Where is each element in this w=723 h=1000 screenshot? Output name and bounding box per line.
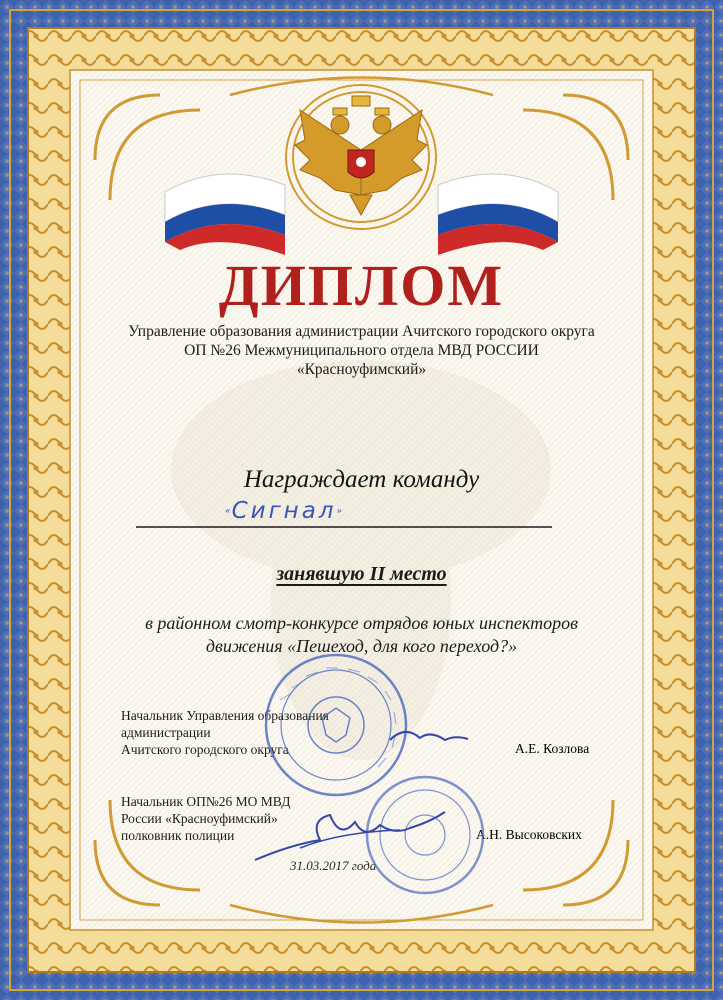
signatory-1-title [121, 707, 329, 758]
signatory-2-name: А.Н. Высоковских [476, 827, 582, 842]
signatory-1-line-2: администрации [121, 725, 211, 740]
team-name-handwritten [225, 498, 435, 524]
issue-date: 31.03.2017 года [290, 858, 377, 873]
issuer-line-2: ОП №26 Межмуниципального отдела МВД РОССИИ [184, 342, 539, 359]
signatory-1-name: А.Е. Козлова [515, 741, 590, 756]
diploma-title: ДИПЛОМ [218, 253, 505, 318]
team-suffix: » [336, 506, 344, 517]
signatory-1-line-3: Ачитского городского округа [121, 742, 289, 757]
signatory-1-line-1: Начальник Управления образования [121, 708, 329, 723]
award-place: занявшую II место [276, 563, 447, 585]
issuer-block [0, 322, 723, 379]
award-heading: Награждает команду [243, 466, 480, 493]
issuer-line-1: Управление образования администрации Ачитского городского округа [128, 323, 595, 340]
signatory-2-line-1: Начальник ОП№26 МО МВД [121, 794, 291, 809]
issuer-line-3: «Красноуфимский» [296, 361, 427, 378]
contest-description [0, 612, 723, 658]
team-name: Сигнал [231, 498, 337, 524]
team-prefix: « [225, 506, 232, 517]
signatory-2-line-2: России «Красноуфимский» [121, 811, 278, 826]
signatory-2-title [121, 793, 290, 844]
signatory-2-line-3: полковник полиции [121, 828, 235, 843]
contest-line-1: в районном смотр-конкурсе отрядов юных инспекторов [145, 613, 578, 633]
contest-line-2: движения «Пешеход, для кого переход?» [205, 636, 518, 656]
